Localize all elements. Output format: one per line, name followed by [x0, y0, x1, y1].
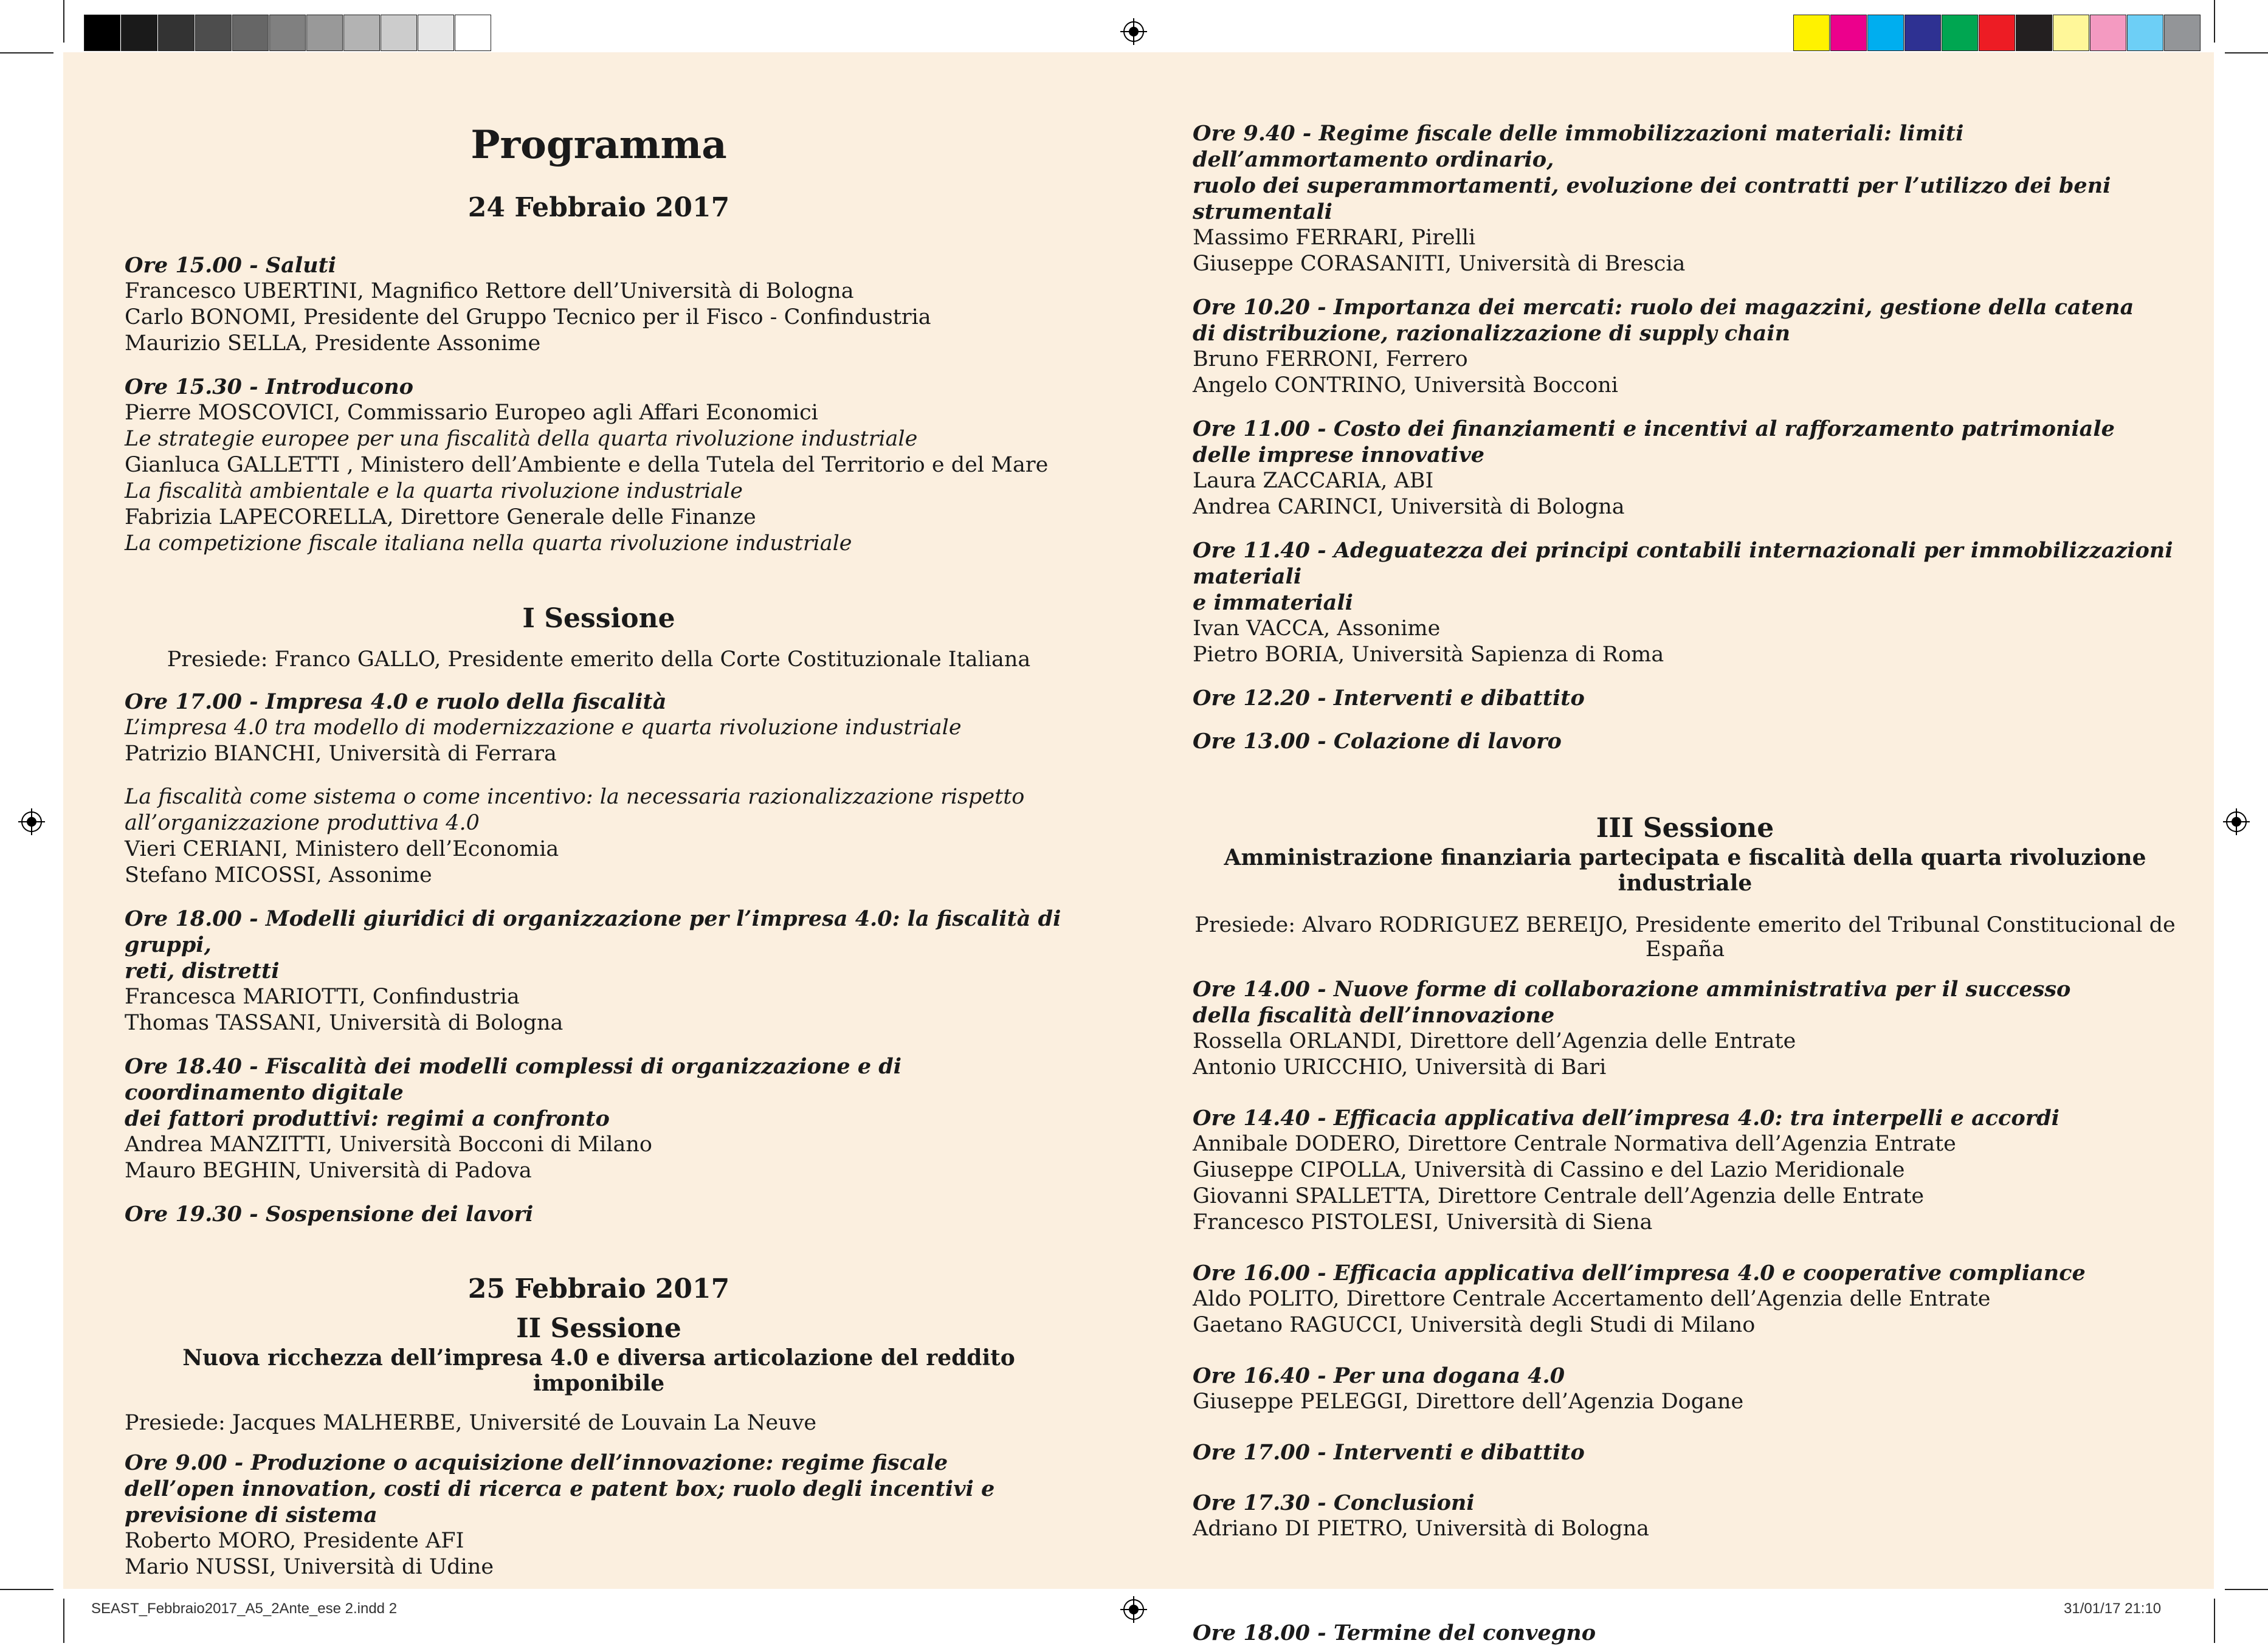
item-heading: Ore 18.00 - Termine del convegno	[1193, 1620, 1596, 1645]
color-swatch	[1830, 15, 1867, 51]
item-heading: Ore 9.40 - Regime fiscale delle immobilizzazioni materiali: limiti dell’ammortamento ordinario,	[1193, 121, 1964, 172]
slug-filename: SEAST_Febbraio2017_A5_2Ante_ese 2.indd 2	[91, 1600, 398, 1617]
program-item	[125, 374, 1073, 557]
color-swatch	[2016, 15, 2052, 51]
speaker: Antonio URICCHIO, Università di Bari	[1193, 1055, 1607, 1080]
item-heading: della fiscalità dell’innovazione	[1193, 1003, 1555, 1028]
item-heading: Ore 15.00 - Saluti	[125, 253, 337, 278]
program-item	[1193, 294, 2177, 399]
color-swatch	[269, 15, 306, 51]
color-swatch	[232, 15, 269, 51]
speaker: Roberto MORO, Presidente AFI	[125, 1529, 464, 1553]
item-heading: delle imprese innovative	[1193, 442, 1485, 467]
item-heading: Ore 9.00 - Produzione o acquisizione dell’innovazione: regime fiscale	[125, 1450, 948, 1475]
program-item	[1193, 1363, 2177, 1415]
item-heading: e immateriali	[1193, 590, 1353, 615]
program-item	[1193, 685, 2177, 711]
program-item	[125, 906, 1073, 1036]
item-heading: di distribuzione, razionalizzazione di supply chain	[1193, 321, 1791, 346]
program-item	[1193, 1439, 2177, 1465]
item-heading: Ore 11.00 - Costo dei finanziamenti e incentivi al rafforzamento patrimoniale	[1193, 416, 2115, 441]
item-heading: Ore 12.20 - Interventi e dibattito	[1193, 686, 1585, 711]
speaker: Angelo CONTRINO, Università Bocconi	[1193, 373, 1618, 398]
program-item	[125, 1201, 1073, 1227]
session-title: I Sessione	[522, 603, 675, 634]
color-swatch	[455, 15, 491, 51]
talk-title: all’organizzazione produttiva 4.0	[125, 811, 480, 835]
session-chair: Presiede: Franco GALLO, Presidente emerito della Corte Costituzionale Italiana	[167, 647, 1031, 672]
session-chair: Presiede: Jacques MALHERBE, Université de Louvain La Neuve	[125, 1411, 817, 1435]
item-heading: Ore 15.30 - Introducono	[125, 374, 414, 399]
talk-title: L’impresa 4.0 tra modello di modernizzazione e quarta rivoluzione industriale	[125, 715, 962, 740]
speaker: Thomas TASSANI, Università di Bologna	[125, 1011, 564, 1035]
color-swatch	[343, 15, 380, 51]
registration-mark-icon	[2223, 808, 2250, 835]
speaker: Francesco PISTOLESI, Università di Siena	[1193, 1210, 1653, 1234]
item-heading: Ore 13.00 - Colazione di lavoro	[1193, 729, 1562, 754]
item-heading: Ore 19.30 - Sospensione dei lavori	[125, 1202, 534, 1227]
crop-mark	[2225, 52, 2268, 53]
speaker: Pietro BORIA, Università Sapienza di Roma	[1193, 642, 1664, 667]
item-heading: Ore 10.20 - Importanza dei mercati: ruolo dei magazzini, gestione della catena	[1193, 295, 2134, 320]
speaker: Bruno FERRONI, Ferrero	[1193, 347, 1468, 371]
speaker: Aldo POLITO, Direttore Centrale Accertamento dell’Agenzia delle Entrate	[1193, 1287, 1991, 1311]
crop-mark	[2214, 0, 2215, 43]
session-title: II Sessione	[516, 1313, 681, 1344]
session-title: III Sessione	[1596, 813, 1774, 844]
registration-mark-icon	[18, 808, 45, 835]
color-swatch	[84, 15, 120, 51]
item-heading: Ore 17.30 - Conclusioni	[1193, 1490, 1475, 1515]
item-heading: dell’open innovation, costi di ricerca e patent box; ruolo degli incentivi e previsione di sistema	[125, 1476, 995, 1527]
speaker: Andrea MANZITTI, Università Bocconi di Milano	[125, 1132, 652, 1157]
speaker: Mauro BEGHIN, Università di Padova	[125, 1159, 532, 1183]
talk-title: Le strategie europee per una fiscalità della quarta rivoluzione industriale	[125, 427, 918, 451]
color-swatch	[2127, 15, 2163, 51]
program-item	[1193, 976, 2177, 1081]
crop-mark	[2214, 1599, 2215, 1643]
left-column	[125, 52, 1073, 1580]
program-item	[1193, 537, 2177, 668]
registration-mark-icon	[1120, 18, 1147, 45]
color-swatch	[418, 15, 454, 51]
speaker: Ivan VACCA, Assonime	[1193, 616, 1441, 641]
item-heading: Ore 11.40 - Adeguatezza dei principi contabili internazionali per immobilizzazioni materiali	[1193, 538, 2173, 589]
speaker: Giovanni SPALLETTA, Direttore Centrale dell’Agenzia delle Entrate	[1193, 1184, 1925, 1208]
item-heading: Ore 14.00 - Nuove forme di collaborazione amministrativa per il successo	[1193, 977, 2071, 1002]
speaker: Rossella ORLANDI, Direttore dell’Agenzia delle Entrate	[1193, 1029, 1796, 1053]
speaker: Stefano MICOSSI, Assonime	[125, 863, 432, 887]
color-swatch	[1979, 15, 2015, 51]
speaker: Carlo BONOMI, Presidente del Gruppo Tecnico per il Fisco - Confindustria	[125, 305, 931, 329]
slug-timestamp: 31/01/17 21:10	[2064, 1600, 2162, 1617]
speaker: Laura ZACCARIA, ABI	[1193, 469, 1434, 493]
date-heading: 24 Febbraio 2017	[467, 192, 730, 223]
registration-mark-icon	[1120, 1596, 1147, 1623]
page-title: Programma	[470, 122, 727, 168]
speaker: Maurizio SELLA, Presidente Assonime	[125, 331, 541, 356]
session-subtitle: Nuova ricchezza dell’impresa 4.0 e diversa articolazione del reddito imponibile	[182, 1345, 1015, 1396]
color-swatch	[2053, 15, 2089, 51]
speaker: Patrizio BIANCHI, Università di Ferrara	[125, 742, 557, 766]
program-item	[1193, 120, 2177, 277]
right-column	[1193, 52, 2177, 1646]
color-swatch	[158, 15, 195, 51]
color-swatch	[121, 15, 157, 51]
speaker: Francesca MARIOTTI, Confindustria	[125, 985, 520, 1009]
crop-mark	[0, 1589, 53, 1590]
speaker: Giuseppe CORASANITI, Università di Brescia	[1193, 252, 1686, 276]
color-swatch	[2164, 15, 2201, 51]
crop-mark	[0, 52, 53, 53]
program-item	[125, 689, 1073, 767]
speaker: Annibale DODERO, Direttore Centrale Normativa dell’Agenzia Entrate	[1193, 1132, 1956, 1156]
program-item	[1193, 1490, 2177, 1542]
talk-title: La fiscalità come sistema o come incentivo: la necessaria razionalizzazione rispetto	[125, 785, 1025, 809]
program-item	[1193, 1105, 2177, 1236]
item-heading: reti, distretti	[125, 959, 280, 983]
program-item	[125, 1053, 1073, 1184]
program-item	[1193, 416, 2177, 520]
speaker: Gianluca GALLETTI , Ministero dell’Ambiente e della Tutela del Territorio e del Mare	[125, 453, 1049, 477]
crop-mark	[63, 1599, 64, 1643]
speaker: Adriano DI PIETRO, Università di Bologna	[1193, 1517, 1649, 1541]
session-subtitle: Amministrazione finanziaria partecipata e fiscalità della quarta rivoluzione industriale	[1224, 845, 2146, 896]
color-swatch	[1942, 15, 1978, 51]
talk-title: La competizione fiscale italiana nella quarta rivoluzione industriale	[125, 531, 852, 556]
speaker: Vieri CERIANI, Ministero dell’Economia	[125, 837, 559, 861]
color-bar	[1793, 15, 2201, 51]
program-item	[1193, 728, 2177, 754]
speaker: Giuseppe PELEGGI, Direttore dell’Agenzia Dogane	[1193, 1389, 1744, 1414]
talk-title: La fiscalità ambientale e la quarta rivoluzione industriale	[125, 479, 743, 503]
item-heading: dei fattori produttivi: regimi a confronto	[125, 1106, 610, 1131]
speaker: Andrea CARINCI, Università di Bologna	[1193, 495, 1625, 519]
program-item	[1193, 1260, 2177, 1338]
crop-mark	[2225, 1589, 2268, 1590]
item-heading: ruolo dei superammortamenti, evoluzione dei contratti per l’utilizzo dei beni strumentali	[1193, 173, 2111, 224]
speaker: Francesco UBERTINI, Magnifico Rettore dell’Università di Bologna	[125, 279, 854, 303]
program-item	[1193, 1620, 2177, 1646]
speaker: Fabrizia LAPECORELLA, Direttore Generale delle Finanze	[125, 505, 756, 529]
crop-mark	[63, 0, 64, 43]
speaker: Massimo FERRARI, Pirelli	[1193, 226, 1476, 250]
date-heading: 25 Febbraio 2017	[467, 1273, 730, 1304]
color-swatch	[381, 15, 417, 51]
speaker: Pierre MOSCOVICI, Commissario Europeo agli Affari Economici	[125, 401, 818, 425]
color-swatch	[1904, 15, 1941, 51]
color-swatch	[1867, 15, 1904, 51]
item-heading: Ore 17.00 - Impresa 4.0 e ruolo della fiscalità	[125, 689, 667, 714]
item-heading: Ore 16.00 - Efficacia applicativa dell’impresa 4.0 e cooperative compliance	[1193, 1261, 2086, 1286]
program-item	[125, 784, 1073, 889]
session-chair: Presiede: Alvaro RODRIGUEZ BEREIJO, Presidente emerito del Tribunal Constitucional de España	[1194, 913, 2176, 962]
color-swatch	[306, 15, 343, 51]
grayscale-bar	[84, 15, 492, 51]
program-item	[125, 252, 1073, 357]
color-swatch	[2090, 15, 2126, 51]
item-heading: Ore 16.40 - Per una dogana 4.0	[1193, 1363, 1565, 1388]
speaker: Mario NUSSI, Università di Udine	[125, 1555, 494, 1579]
item-heading: Ore 14.40 - Efficacia applicativa dell’impresa 4.0: tra interpelli e accordi	[1193, 1106, 2059, 1131]
color-swatch	[195, 15, 232, 51]
color-swatch	[1793, 15, 1830, 51]
speaker: Gaetano RAGUCCI, Università degli Studi di Milano	[1193, 1313, 1756, 1337]
program-item	[125, 1450, 1073, 1580]
item-heading: Ore 17.00 - Interventi e dibattito	[1193, 1440, 1585, 1465]
item-heading: Ore 18.00 - Modelli giuridici di organizzazione per l’impresa 4.0: la fiscalità di gruppi,	[125, 906, 1061, 957]
item-heading: Ore 18.40 - Fiscalità dei modelli complessi di organizzazione e di coordinamento digitale	[125, 1054, 902, 1105]
speaker: Giuseppe CIPOLLA, Università di Cassino e del Lazio Meridionale	[1193, 1158, 1905, 1182]
